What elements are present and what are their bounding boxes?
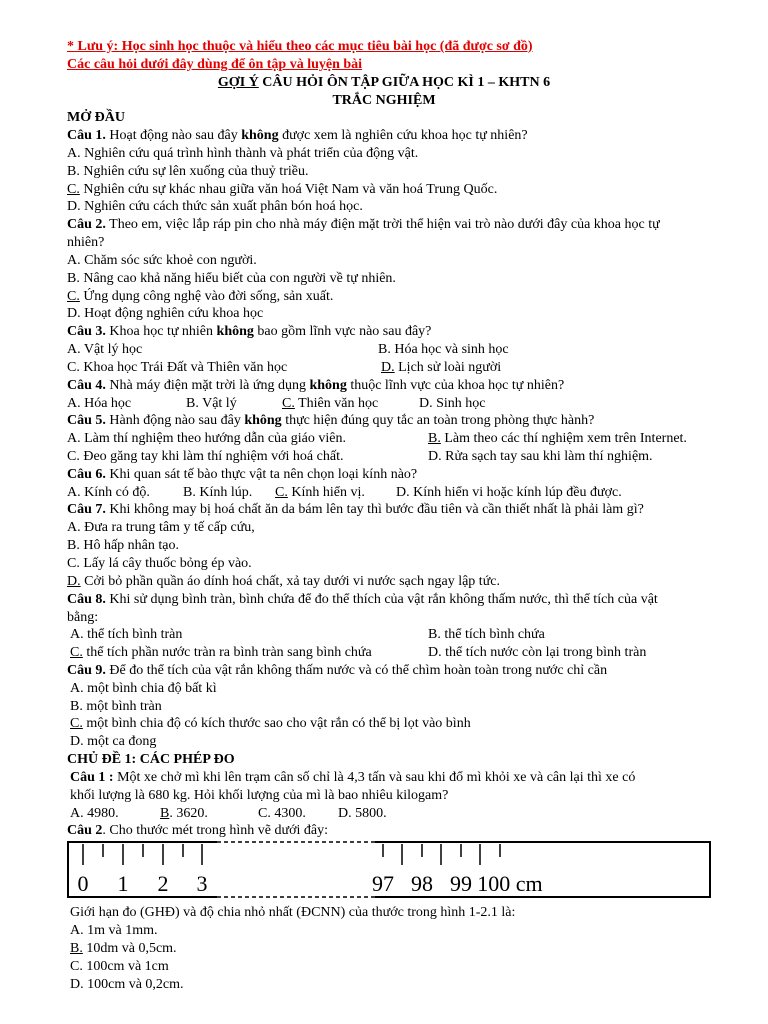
option-c xyxy=(67,181,497,198)
option-d: D. Hoạt động nghiên cứu khoa học xyxy=(67,306,264,321)
question-text: Khi không may bị hoá chất ăn da bám lên tay thì bước đầu tiên và cần thiết nhất là phải làm gì? xyxy=(105,502,644,517)
answer-letter: C. xyxy=(282,396,295,411)
option-b: B. Vật lý xyxy=(186,396,237,411)
option-c xyxy=(67,288,333,305)
section-heading-topic1: CHỦ ĐỀ 1: CÁC PHÉP ĐO xyxy=(67,752,235,767)
question-label: Câu 2. xyxy=(67,217,106,232)
option-text: Kính hiển vị. xyxy=(287,485,365,500)
title-prefix: GỢI Ý xyxy=(217,75,259,90)
option-a: A. Hóa học xyxy=(67,396,132,411)
option-text: . 3620. xyxy=(169,806,208,821)
question-label: Câu 4. xyxy=(67,378,106,393)
option-d: D. Nghiên cứu cách thức sản xuất phân bón hoá học. xyxy=(67,199,363,214)
question-text: thuộc lĩnh vực của khoa học tự nhiên? xyxy=(346,378,565,393)
question-1 xyxy=(67,127,528,144)
answer-letter: B xyxy=(160,806,170,821)
question-text: Một xe chở mì khi lên trạm cân số chỉ là 4,3 tấn và sau khi đổ mì khỏi xe và cân lại thì xe có xyxy=(113,770,636,785)
question-label: Câu 1 : xyxy=(70,770,114,785)
option-b: B. Nghiên cứu sự lên xuống của thuỷ triều. xyxy=(67,164,309,179)
answer-letter: C. xyxy=(67,289,80,304)
meter-ruler-figure xyxy=(67,841,711,898)
question-label: Câu 3. xyxy=(67,324,106,339)
option-c xyxy=(282,395,378,412)
question-keyword: không xyxy=(241,128,279,143)
option-d xyxy=(374,359,501,376)
option-c: C. Lấy lá cây thuốc bỏng ép vào. xyxy=(67,556,252,571)
ruler-label: 98 xyxy=(411,871,433,896)
option-text: Ứng dụng công nghệ vào đời sống, sản xuất. xyxy=(79,289,334,304)
answer-letter: D. xyxy=(67,574,81,589)
option-b: B. Kính lúp. xyxy=(183,485,253,500)
option-c xyxy=(70,644,372,661)
question-text: Khi sử dụng bình tràn, bình chứa để đo thể thích của vật rắn không thấm nước, thì thể tích của vật xyxy=(105,592,658,607)
option-d: D. Rửa sạch tay sau khi làm thí nghiệm. xyxy=(428,449,653,464)
ruler-label: 1 xyxy=(117,871,129,896)
option-b xyxy=(154,805,208,822)
ruler-label: 97 xyxy=(372,871,394,896)
question-2-cont: nhiên? xyxy=(67,235,105,250)
question-text: Theo em, việc lắp ráp pin cho nhà máy điện mặt trời thể hiện vai trò nào dưới đây của khoa học tự xyxy=(105,217,660,232)
page-subtitle: TRẮC NGHIỆM xyxy=(332,93,436,108)
question-text: . Cho thước mét trong hình vẽ dưới đây: xyxy=(102,823,328,838)
question-label: Câu 2 xyxy=(67,823,103,838)
option-c: C. 100cm và 1cm xyxy=(70,959,169,974)
option-d: D. 100cm và 0,2cm. xyxy=(70,977,184,992)
option-a: A. Kính có độ. xyxy=(67,485,150,500)
question-6 xyxy=(67,466,417,483)
question-8-cont: bằng: xyxy=(67,610,99,625)
page-title xyxy=(0,74,768,91)
option-c xyxy=(275,484,365,501)
question-label: Câu 9. xyxy=(67,663,106,678)
note-line-1: * Lưu ý: Học sinh học thuộc và hiểu theo các mục tiêu bài học (đã được sơ đồ) xyxy=(67,39,533,54)
question-8 xyxy=(67,591,658,608)
question-text: Nhà máy điện mặt trời là ứng dụng xyxy=(105,378,310,393)
option-b: B. thể tích bình chứa xyxy=(428,627,545,642)
option-text: Cởi bỏ phần quần áo dính hoá chất, xả tay dưới vi nước sạch ngay lập tức. xyxy=(80,574,500,589)
option-a: A. Chăm sóc sức khoẻ con người. xyxy=(67,253,257,268)
topic1-question-1 xyxy=(70,769,635,786)
topic1-question-2-ask: Giới hạn đo (GHĐ) và độ chia nhỏ nhất (ĐCNN) của thước trong hình 1-2.1 là: xyxy=(70,905,516,920)
option-text: 10dm và 0,5cm. xyxy=(82,941,177,956)
option-a: A. 4980. xyxy=(70,806,119,821)
question-7 xyxy=(67,501,644,518)
option-b xyxy=(70,940,177,957)
option-d xyxy=(67,573,500,590)
question-text: Khi quan sát tế bào thực vật ta nên chọn loại kính nào? xyxy=(105,467,418,482)
option-c: C. 4300. xyxy=(258,806,306,821)
answer-letter: C. xyxy=(70,645,83,660)
option-b: B. Hóa học và sinh học xyxy=(378,342,509,357)
option-b: B. Nâng cao khả năng hiểu biết của con người về tự nhiên. xyxy=(67,271,396,286)
question-keyword: không xyxy=(309,378,347,393)
ruler-label: 99 xyxy=(450,871,472,896)
option-text: một bình chia độ có kích thước sao cho vật rắn có thể bị lọt vào bình xyxy=(82,716,471,731)
option-a: A. Nghiên cứu quá trình hình thành và phát triển của động vật. xyxy=(67,146,419,161)
option-a: A. Làm thí nghiệm theo hướng dẫn của giáo viên. xyxy=(67,431,346,446)
title-rest: CÂU HỎI ÔN TẬP GIỮA HỌC KÌ 1 – KHTN 6 xyxy=(258,75,551,90)
answer-letter: C. xyxy=(70,716,83,731)
answer-letter: D. xyxy=(381,360,395,375)
option-c xyxy=(70,715,471,732)
option-d: D. một ca đong xyxy=(70,734,157,749)
question-label: Câu 5. xyxy=(67,413,106,428)
option-b: B. một bình tràn xyxy=(70,699,162,714)
ruler-label: 3 xyxy=(196,871,208,896)
note-line-2: Các câu hỏi dưới đây dùng để ôn tập và luyện bài xyxy=(67,57,363,72)
option-a: A. Vật lý học xyxy=(67,342,143,357)
question-text: thực hiện đúng quy tắc an toàn trong phòng thực hành? xyxy=(281,413,595,428)
question-label: Câu 6. xyxy=(67,467,106,482)
option-text: Làm theo các thí nghiệm xem trên Internet. xyxy=(440,431,687,446)
question-label: Câu 7. xyxy=(67,502,106,517)
question-2 xyxy=(67,216,660,233)
option-text: thể tích phần nước tràn ra bình tràn sang bình chứa xyxy=(82,645,372,660)
answer-letter: B. xyxy=(70,941,83,956)
answer-letter: C. xyxy=(67,182,80,197)
question-text: Khoa học tự nhiên xyxy=(105,324,217,339)
option-text: Nghiên cứu sự khác nhau giữa văn hoá Việt Nam và văn hoá Trung Quốc. xyxy=(79,182,498,197)
option-b: B. Hô hấp nhân tạo. xyxy=(67,538,179,553)
question-label: Câu 1. xyxy=(67,128,106,143)
option-c: C. Khoa học Trái Đất và Thiên văn học xyxy=(67,360,288,375)
answer-letter: C. xyxy=(275,485,288,500)
question-5 xyxy=(67,412,594,429)
question-label: Câu 8. xyxy=(67,592,106,607)
question-text: bao gồm lĩnh vực nào sau đây? xyxy=(253,324,432,339)
ruler-label: 2 xyxy=(157,871,169,896)
option-a: A. một bình chia độ bất kì xyxy=(70,681,217,696)
option-text: Lịch sử loài người xyxy=(394,360,502,375)
question-3 xyxy=(67,323,431,340)
option-a: A. Đưa ra trung tâm y tế cấp cứu, xyxy=(67,520,255,535)
question-text: Hoạt động nào sau đây xyxy=(105,128,242,143)
ruler-label: 0 xyxy=(77,871,89,896)
question-text: Hành động nào sau đây xyxy=(105,413,245,428)
option-a: A. thể tích bình tràn xyxy=(70,627,183,642)
question-9 xyxy=(67,662,607,679)
option-text: Thiên văn học xyxy=(294,396,379,411)
topic1-question-1-cont: khối lượng là 680 kg. Hỏi khối lượng của mì là bao nhiêu kilogam? xyxy=(70,788,449,803)
option-b xyxy=(428,430,687,447)
option-a: A. 1m và 1mm. xyxy=(70,923,158,938)
question-4 xyxy=(67,377,564,394)
section-heading-intro: MỞ ĐẦU xyxy=(67,110,125,125)
option-d: D. Sinh học xyxy=(419,396,486,411)
answer-letter: B. xyxy=(428,431,441,446)
option-d: D. Kính hiển vi hoặc kính lúp đều được. xyxy=(396,485,622,500)
question-keyword: không xyxy=(216,324,254,339)
ruler-label: 100 cm xyxy=(477,871,543,896)
topic1-question-2 xyxy=(67,822,328,839)
option-d: D. thể tích nước còn lại trong bình tràn xyxy=(428,645,647,660)
option-c: C. Đeo găng tay khi làm thí nghiệm với hoá chất. xyxy=(67,449,344,464)
question-keyword: không xyxy=(244,413,282,428)
question-text: được xem là nghiên cứu khoa học tự nhiên? xyxy=(278,128,528,143)
question-text: Để đo thể tích của vật rắn không thấm nước và có thể chìm hoàn toàn trong nước chỉ cần xyxy=(105,663,608,678)
ruler-svg xyxy=(67,841,711,898)
option-d: D. 5800. xyxy=(338,806,387,821)
